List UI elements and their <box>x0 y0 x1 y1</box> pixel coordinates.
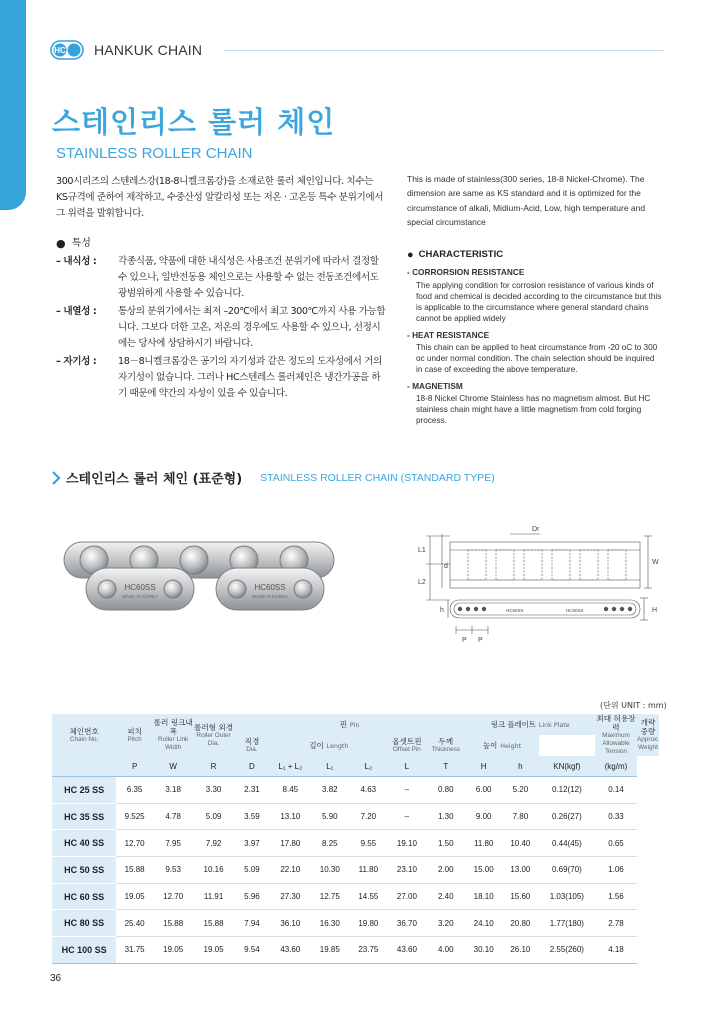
header-roller-dia: 롤러형 외경 Roller Outer Dia. <box>193 714 233 756</box>
svg-text:H: H <box>652 607 658 614</box>
intro-korean: 300시리즈의 스텐레스강(18-8니켈크롬강)을 소재로한 롤러 체인입니다. 치수는 KS규격에 준하여 제작하고, 수중산성 알칼리성 또는 저온 · 고온등 특수 분위기에서 그 위력을 발휘합니다. <box>56 176 384 219</box>
chain-dimension-diagram <box>398 522 664 650</box>
svg-text:h: h <box>440 607 444 614</box>
feature-label: – 내식성 : <box>56 256 97 267</box>
sym-kn: KN(kgf) <box>539 756 595 777</box>
header-divider <box>224 50 664 51</box>
feature-text: 통상의 분위기에서는 최저 –20℃에서 최고 300℃까지 사용 가능합니다. 그보다 더한 고온, 저온의 경우에도 사용할 수 있으나, 선정시에는 당사에 상담하시기 바랍니다. <box>118 306 386 349</box>
bullet-icon: ● <box>56 237 66 250</box>
header-height: 높이 Height <box>465 735 538 756</box>
svg-text:MADE IN KOREA: MADE IN KOREA <box>252 594 288 599</box>
svg-text:P: P <box>478 637 483 644</box>
sym-h-big: H <box>465 756 502 777</box>
english-description <box>407 172 662 426</box>
svg-text:Dr: Dr <box>532 526 540 533</box>
page-number: 36 <box>50 973 62 984</box>
korean-description <box>56 174 386 402</box>
feature-magnetism-korean <box>56 354 386 402</box>
sym-t: T <box>426 756 465 777</box>
feature-text: 각종식품, 약품에 대한 내식성은 사용조건 분위기에 따라서 결정할 수 있으나, 일반전동용 체인으로는 사용할 수 없는 전동조건에서도 광범위하게 사용할 수 있습니다. <box>118 256 379 299</box>
svg-text:P: P <box>462 637 467 644</box>
page-title-korean: 스테인리스 롤러 체인 <box>52 105 336 139</box>
sym-l1-l2: L₁ + L₂ <box>270 756 310 777</box>
sym-p: P <box>116 756 153 777</box>
header-offset-pin: 옵셋트핀 Offset Pin <box>388 735 427 756</box>
feature-magnetism-english <box>407 379 662 427</box>
feature-label: - CORRORSION RESISTANCE <box>407 267 525 278</box>
feature-label: - HEAT RESISTANCE <box>407 329 490 340</box>
brand <box>50 40 202 60</box>
table-row: HC 100 SS 31.75 19.05 19.05 9.54 43.60 19.85 23.75 43.60 4.00 30.10 26.10 2.55(260) 4.18 <box>52 937 659 964</box>
header-chain-no: 체인번호 Chain No. <box>52 714 116 756</box>
table-row: HC 40 SS 12.70 7.95 7.92 3.97 17.80 8.25 9.55 19.10 1.50 11.80 10.40 0.44(45) 0.65 <box>52 830 659 857</box>
chain-photo <box>56 520 346 620</box>
page-title-english: STAINLESS ROLLER CHAIN <box>56 145 253 162</box>
svg-text:HC: HC <box>54 46 66 55</box>
header-weight: 개략 중량 Approx. Weight <box>637 714 659 756</box>
header-pitch: 피치 Pitch <box>116 714 153 756</box>
svg-text:HC60SS: HC60SS <box>254 583 286 592</box>
svg-text:L1: L1 <box>418 547 426 554</box>
header-pin: 핀 Pin <box>234 714 466 735</box>
sym-h-small: h <box>502 756 539 777</box>
feature-label: – 내열성 : <box>56 306 97 317</box>
spec-table <box>52 714 659 964</box>
sym-l: L <box>388 756 427 777</box>
header-pin-length: 길이 Length <box>270 735 388 756</box>
svg-text:d: d <box>444 563 448 570</box>
feature-text: This chain can be applied to heat circumstance from -20 oC to 300 oc under normal condition. The chain selection should be inquired in case of exceeding the above temperature. <box>416 342 658 375</box>
features-heading-english <box>407 248 662 262</box>
sym-d: D <box>234 756 270 777</box>
feature-corrosion-korean <box>56 254 386 302</box>
table-row: HC 50 SS 15.88 9.53 10.16 5.09 22.10 10.30 11.80 23.10 2.00 15.00 13.00 0.69(70) 1.06 <box>52 857 659 884</box>
svg-text:MADE IN KOREA: MADE IN KOREA <box>122 594 158 599</box>
sym-w: W <box>153 756 193 777</box>
section-title-korean: 스테인리스 롤러 체인 (표준형) <box>66 472 243 487</box>
sym-l1: L₁ <box>311 756 350 777</box>
svg-text:HC60SS: HC60SS <box>566 608 584 613</box>
sym-l2: L₂ <box>349 756 388 777</box>
feature-corrosion-english <box>407 265 662 324</box>
chevron-right-icon <box>50 471 62 485</box>
sym-r: R <box>193 756 233 777</box>
brand-name: HANKUK CHAIN <box>94 42 203 58</box>
hc-logo-icon <box>50 40 84 60</box>
feature-label: – 자기성 : <box>56 356 97 367</box>
table-row: HC 80 SS 25.40 15.88 15.88 7.94 36.10 16.30 19.80 36.70 3.20 24.10 20.80 1.77(180) 2.78 <box>52 910 659 937</box>
header-tension: 최대 허용장력 Maximum Allowable Tension <box>596 714 636 755</box>
svg-text:W: W <box>652 559 659 566</box>
intro-english: This is made of stainless(300 series, 18-8 Nickel-Chrome). The dimension are same as KS standard and it is optimized for the circumstance of alkali, Midium-Acid, Low, high temperature and special circumstance <box>407 174 646 227</box>
feature-text: The applying condition for corrosion resistance of various kinds of food and chemical is decided according to the circumstance but this is applicable to the circumstance where general standard chains cannot be applied widely <box>416 280 662 324</box>
feature-heat-korean <box>56 304 386 352</box>
svg-text:HC60SS: HC60SS <box>124 583 156 592</box>
bullet-icon: ● <box>407 249 414 262</box>
section-title <box>50 468 495 487</box>
svg-text:L2: L2 <box>418 579 426 586</box>
header-thickness: 두께 Thickness <box>426 735 465 756</box>
svg-text:HC60SS: HC60SS <box>506 608 524 613</box>
features-heading-text: 특성 <box>71 238 91 249</box>
table-row: HC 35 SS 9.525 4.78 5.09 3.59 13.10 5.90 7.20 – 1.30 9.00 7.80 0.26(27) 0.33 <box>52 803 659 830</box>
header-pin-dia: 직경 Dia. <box>234 735 270 756</box>
features-heading-korean <box>56 236 386 252</box>
table-row: HC 25 SS 6.35 3.18 3.30 2.31 8.45 3.82 4.63 – 0.80 6.00 5.20 0.12(12) 0.14 <box>52 777 659 804</box>
header-link-width: 롤러 링크내폭 Roller Link Width <box>153 714 193 756</box>
feature-label: - MAGNETISM <box>407 380 463 391</box>
section-title-english: STAINLESS ROLLER CHAIN (STANDARD TYPE) <box>260 471 495 484</box>
feature-text: 18－8니켈크롬강은 공기의 자기성과 같은 정도의 도자성에서 거의 자기성이 없습니다. 그러나 HC스텐레스 롤러체인은 냉간가공을 하기 때문에 약간의 자성이 있을 수 있습니다. <box>118 356 382 399</box>
unit-note: (단위 UNIT : mm) <box>600 701 667 710</box>
table-row: HC 60 SS 19.05 12.70 11.91 5.96 27.30 12.75 14.55 27.00 2.40 18.10 15.60 1.03(105) 1.56 <box>52 883 659 910</box>
sym-kg: (kg/m) <box>595 756 637 777</box>
side-tab <box>0 0 26 210</box>
header-link-plate: 링크 플레이트 Link Plate <box>465 714 595 735</box>
feature-heat-english <box>407 328 662 376</box>
feature-text: 18-8 Nickel Chrome Stainless has no magnetism almost. But HC stainless chain might have a little magnetism from cold forging process. <box>416 393 651 426</box>
features-heading-text: CHARACTERISTIC <box>418 249 504 261</box>
